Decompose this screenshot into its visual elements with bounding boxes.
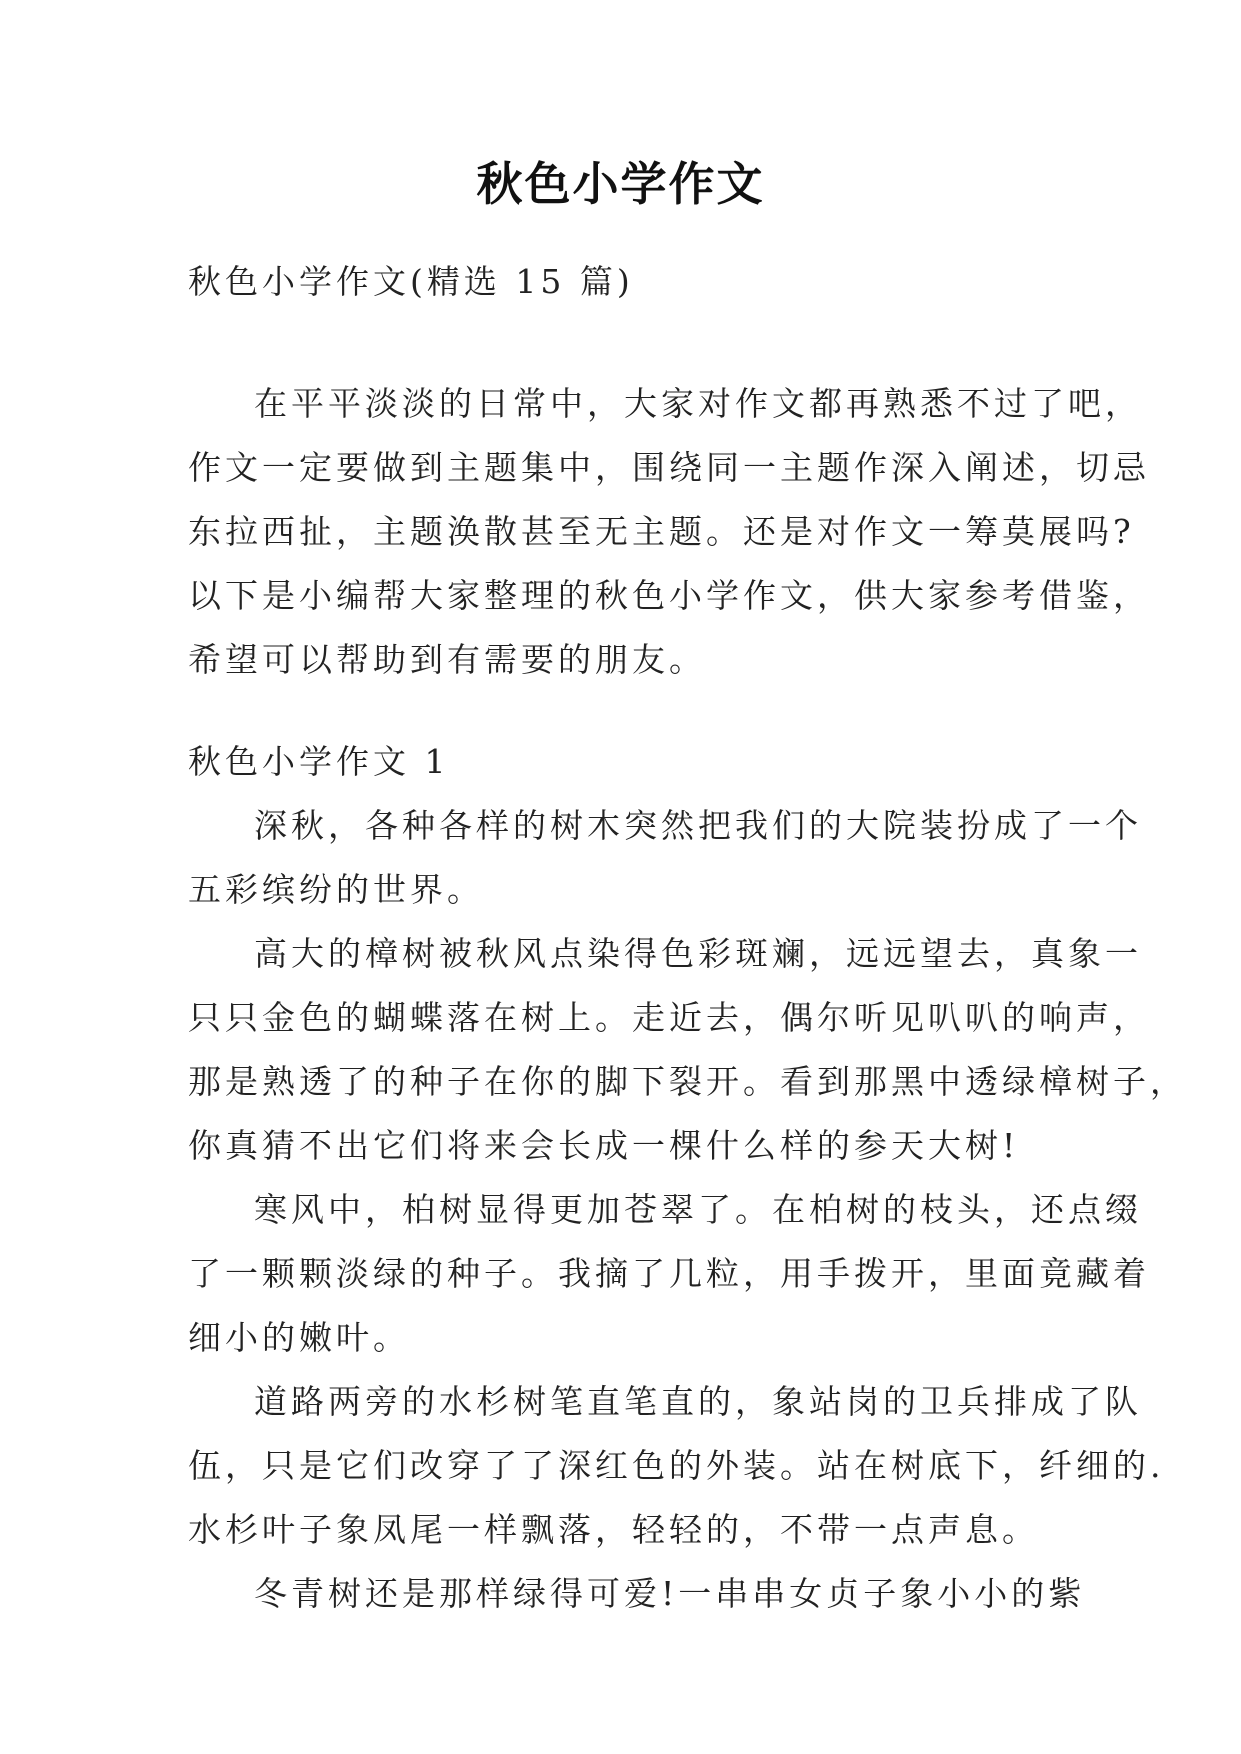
- paragraph-line: 高大的樟树被秋风点染得色彩斑斓，远远望去，真象一: [254, 934, 1142, 973]
- body-paragraph-5: [188, 1574, 1086, 1614]
- paragraph-line: 那是熟透了的种子在你的脚下裂开。看到那黑中透绿樟树子，: [188, 1062, 1187, 1101]
- intro-line: 在平平淡淡的日常中，大家对作文都再熟悉不过了吧，: [254, 384, 1142, 423]
- intro-line: 以下是小编帮大家整理的秋色小学作文，供大家参考借鉴，: [188, 576, 1150, 615]
- paragraph-line: 伍，只是它们改穿了了深红色的外装。站在树底下，纤细的.: [188, 1446, 1165, 1485]
- intro-line: 希望可以帮助到有需要的朋友。: [188, 640, 706, 679]
- document-title: 秋色小学作文: [476, 157, 765, 211]
- intro-paragraph: [188, 384, 1150, 680]
- paragraph-line: 冬青树还是那样绿得可爱!一串串女贞子象小小的紫: [254, 1574, 1086, 1613]
- body-paragraph-3: [188, 1190, 1150, 1358]
- paragraph-line: 深秋，各种各样的树木突然把我们的大院装扮成了一个: [254, 806, 1142, 845]
- intro-line: 作文一定要做到主题集中，围绕同一主题作深入阐述，切忌: [188, 448, 1150, 487]
- intro-line: 东拉西扯，主题涣散甚至无主题。还是对作文一筹莫展吗?: [188, 512, 1135, 551]
- spacer: [188, 704, 1068, 742]
- paragraph-line: 你真猜不出它们将来会长成一棵什么样的参天大树!: [188, 1126, 1020, 1165]
- paragraph-line: 寒风中，柏树显得更加苍翠了。在柏树的枝头，还点缀: [254, 1190, 1142, 1229]
- body-paragraph-2: [188, 934, 1187, 1166]
- paragraph-line: 道路两旁的水杉树笔直笔直的，象站岗的卫兵排成了队: [254, 1382, 1142, 1421]
- paragraph-line: 了一颗颗淡绿的种子。我摘了几粒，用手拨开，里面竟藏着: [188, 1254, 1150, 1293]
- paragraph-line: 五彩缤纷的世界。: [188, 870, 484, 909]
- section-heading: 秋色小学作文 1: [188, 742, 450, 781]
- body-paragraph-1: [188, 806, 1142, 910]
- document-subtitle: 秋色小学作文(精选 15 篇): [188, 262, 634, 301]
- body-paragraph-4: [188, 1382, 1165, 1550]
- spacer: [188, 302, 1068, 384]
- document-body: [188, 262, 1187, 1638]
- paragraph-line: 只只金色的蝴蝶落在树上。走近去，偶尔听见叭叭的响声，: [188, 998, 1150, 1037]
- paragraph-line: 水杉叶子象凤尾一样飘落，轻轻的，不带一点声息。: [188, 1510, 1039, 1549]
- paragraph-line: 细小的嫩叶。: [188, 1318, 410, 1357]
